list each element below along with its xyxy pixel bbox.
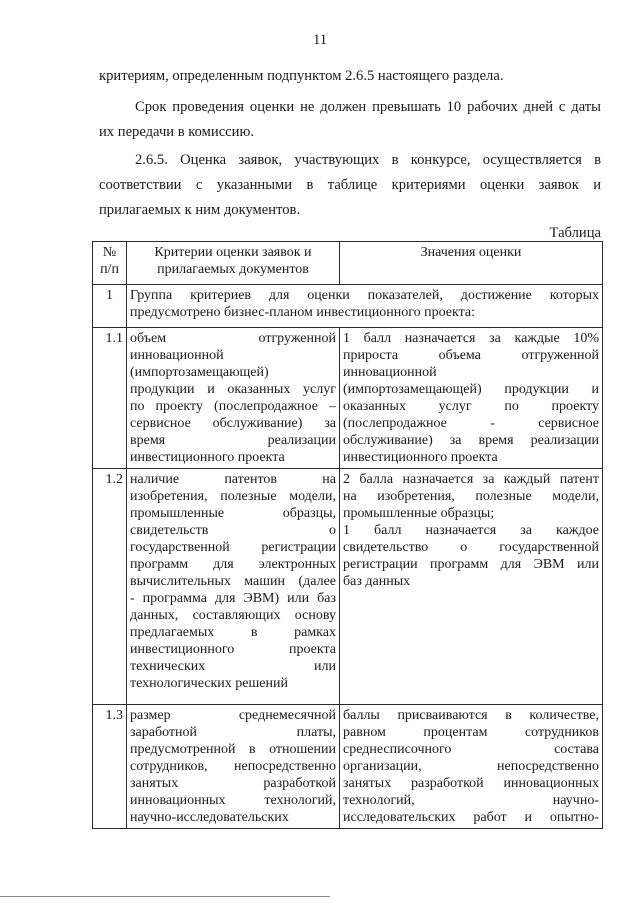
cell-line: промышленные образцы; — [343, 506, 495, 521]
paragraph-deadline — [99, 95, 601, 145]
cell-line: данных, составляющих основу — [130, 608, 336, 623]
cell-line: 1 балл назначается за каждое — [343, 523, 599, 538]
criteria-cell — [127, 469, 340, 705]
cell-line: инновационных технологий, — [130, 793, 336, 808]
header-values: Значения оценки — [340, 242, 603, 285]
values-cell — [340, 469, 603, 705]
table-row — [93, 469, 603, 705]
cell-line: продукции и оказанных услуг — [130, 382, 336, 397]
page-number: 11 — [312, 32, 328, 48]
row-number: 1 — [93, 285, 127, 328]
paragraph-line: их передачи в комиссию. — [99, 124, 255, 140]
values-cell — [340, 328, 603, 469]
cell-line: баз данных — [343, 574, 411, 589]
paragraph-line: критериям, определенным подпунктом 2.6.5 настоящего раздела. — [99, 68, 504, 84]
cell-line: технических или — [130, 659, 336, 674]
row-number: 1.3 — [93, 705, 127, 829]
paragraph-line: соответствии с указанными в таблице критериями оценки заявок и — [99, 177, 601, 193]
header-criteria: Критерии оценки заявок и прилагаемых документов — [127, 242, 340, 285]
cell-line: сервисное обслуживание) за — [130, 416, 336, 431]
cell-line: научно-исследовательских — [130, 810, 289, 825]
table-header-row — [93, 242, 603, 285]
cell-line: оказанных услуг по проекту — [343, 399, 599, 414]
cell-line: равном процентам сотрудников — [343, 725, 599, 740]
cell-line: инновационной — [130, 348, 224, 363]
cell-line: свидетельств о — [130, 523, 336, 538]
paragraph-continuation — [99, 64, 601, 89]
cell-line: инвестиционного проекта — [130, 450, 285, 465]
cell-line: время реализации — [130, 433, 336, 448]
cell-line: организации, непосредственно — [343, 759, 599, 774]
cell-line: промышленные образцы, — [130, 506, 336, 521]
paragraph-line: Срок проведения оценки не должен превышать 10 рабочих дней с даты — [135, 99, 601, 115]
cell-line: прироста объема отгруженной — [343, 348, 599, 363]
cell-line: обслуживание) за время реализации — [343, 433, 599, 448]
cell-line: размер среднемесячной — [130, 708, 336, 723]
cell-line: государственной регистрации — [130, 540, 336, 555]
values-cell — [340, 705, 603, 829]
cell-line: (импортозамещающей) — [130, 365, 269, 380]
cell-line: вычислительных машин (далее — [130, 574, 336, 589]
header-num: № п/п — [93, 242, 127, 285]
criteria-cell — [127, 705, 340, 829]
criteria-table — [92, 241, 603, 829]
cell-line: среднесписочного состава — [343, 742, 599, 757]
cell-line: на изобретения, полезные модели, — [343, 489, 599, 504]
paragraph-line: прилагаемых к ним документов. — [99, 202, 301, 218]
cell-line: предусмотрено бизнес-планом инвестиционного проекта: — [130, 305, 476, 320]
cell-line: 1 балл назначается за каждые 10% — [343, 331, 599, 346]
cell-line: 2 балла назначается за каждый патент — [343, 472, 599, 487]
cell-line: занятых разработкой — [130, 776, 336, 791]
criteria-cell — [127, 328, 340, 469]
cell-line: наличие патентов на — [130, 472, 336, 487]
cell-line: заработной платы, — [130, 725, 336, 740]
cell-line: исследовательских работ и опытно- — [343, 810, 599, 825]
footer-rule — [0, 896, 330, 897]
cell-line: Группа критериев для оценки показателей, достижение которых — [130, 288, 599, 303]
row-number: 1.1 — [93, 328, 127, 469]
cell-line: предлагаемых в рамках — [130, 625, 336, 640]
cell-line: сотрудников, непосредственно — [130, 759, 336, 774]
cell-line: по проекту (послепродажное – — [130, 399, 336, 414]
cell-line: программ для электронных — [130, 557, 336, 572]
cell-line: (импортозамещающей) продукции и — [343, 382, 599, 397]
cell-line: регистрации программ для ЭВМ или — [343, 557, 599, 572]
paragraph-evaluation — [99, 148, 601, 223]
cell-line: свидетельство о государственной — [343, 540, 599, 555]
cell-line: технологий, научно- — [343, 793, 599, 808]
cell-line: инвестиционного проекта — [130, 642, 336, 657]
row-number: 1.2 — [93, 469, 127, 705]
paragraph-line: 2.6.5. Оценка заявок, участвующих в конкурсе, осуществляется в — [135, 152, 601, 168]
cell-line: (послепродажное - сервисное — [343, 416, 599, 431]
cell-line: баллы присваиваются в количестве, — [343, 708, 599, 723]
cell-line: объем отгруженной — [130, 331, 336, 346]
table-row — [93, 705, 603, 829]
table-row — [93, 285, 603, 328]
cell-line: инвестиционного проекта — [343, 450, 498, 465]
cell-line: изобретения, полезные модели, — [130, 489, 336, 504]
cell-line: инновационной — [343, 365, 437, 380]
cell-line: предусмотренной в отношении — [130, 742, 336, 757]
cell-line: занятых разработкой инновационных — [343, 776, 599, 791]
cell-line: технологических решений — [130, 676, 288, 691]
table-caption: Таблица — [549, 225, 601, 241]
cell-line: - программа для ЭВМ) или баз — [130, 591, 336, 606]
table-row — [93, 328, 603, 469]
group-title — [127, 285, 603, 328]
